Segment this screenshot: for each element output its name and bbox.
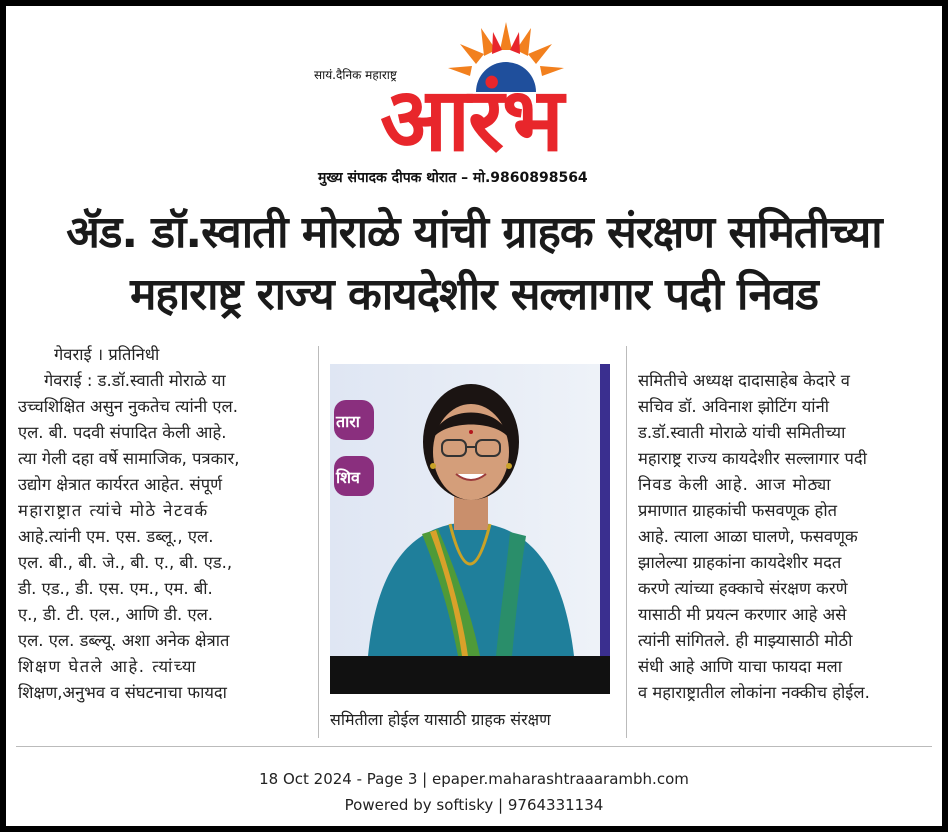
headline-line-1: ॲड. डॉ.स्वाती मोराळे यांची ग्राहक संरक्षण समितीच्या [66, 207, 882, 258]
text-line: उच्चशिक्षित असुन नुकतेच त्यांनी एल. [18, 397, 238, 416]
text-line: एल. एल. डब्ल्यू. अशा अनेक क्षेत्रात [18, 631, 230, 650]
headline-line-2: महाराष्ट्र राज्य कायदेशीर सल्लागार पदी निवड [130, 269, 818, 320]
text-line: शिक्षण,अनुभव व संघटनाचा फायदा [18, 683, 227, 702]
article-headline [6, 202, 942, 326]
text-line: एल. बी., बी. जे., बी. ए., बी. एड., [18, 553, 233, 572]
photo-caption: समितीला होईल यासाठी ग्राहक संरक्षण [330, 710, 551, 729]
text-line: एल. बी. पदवी संपादित केली आहे. [18, 423, 227, 442]
text-line: आहे.त्यांनी एम. एस. डब्लू., एल. [18, 527, 214, 546]
epaper-page [6, 6, 942, 826]
masthead-tagline: सायं.दैनिक महाराष्ट्र [314, 68, 397, 82]
text-line: व महाराष्ट्रातील लोकांना नक्कीच होईल. [638, 683, 870, 702]
editor-contact-line: मुख्य संपादक दीपक थोरात – मो.9860898564 [318, 170, 588, 186]
photo-badge: तारा [336, 412, 360, 431]
text-line: आहे. त्याला आळा घालणे, फसवणूक [638, 527, 858, 546]
text-line: महाराष्ट्रात त्यांचे मोठे नेटवर्क [18, 501, 209, 520]
footer-divider [16, 746, 932, 747]
text-line: निवड केली आहे. आज मोठ्या [638, 475, 832, 494]
column-divider [318, 346, 319, 738]
text-line: शिक्षण घेतले आहे. त्यांच्या [18, 657, 198, 676]
article-left-column [18, 342, 312, 706]
text-line: झालेल्या ग्राहकांना कायदेशीर मदत [638, 553, 842, 572]
text-line: ड.डॉ.स्वाती मोराळे यांची समितीच्या [638, 423, 846, 442]
text-line: ए., डी. टी. एल., आणि डी. एल. [18, 605, 214, 624]
text-line: समितीचे अध्यक्ष दादासाहेब केदारे व [638, 371, 850, 390]
footer-date-url: 18 Oct 2024 - Page 3 | epaper.maharashtraaarambh.com [259, 770, 689, 788]
portrait-illustration [330, 364, 610, 694]
text-line: प्रमाणात ग्राहकांची फसवणूक होत [638, 501, 838, 520]
text-line: सचिव डॉ. अविनाश झोटिंग यांनी [638, 397, 830, 416]
article-right-column [638, 368, 928, 706]
text-line: डी. एड., डी. एस. एम., एम. बी. [18, 579, 213, 598]
text-line: गेवराई : ड.डॉ.स्वाती मोराळे या [44, 371, 226, 390]
text-line: यासाठी मी प्रयत्न करणार आहे असे [638, 605, 847, 624]
text-line: संधी आहे आणि याचा फायदा मला [638, 657, 843, 676]
photo-badge: शिव [336, 468, 360, 487]
text-line: गेवराई । प्रतिनिधी [54, 345, 160, 364]
text-line: करणे त्यांच्या हक्काचे संरक्षण करणे [638, 579, 848, 598]
footer-credits: Powered by softisky | 9764331134 [344, 796, 604, 814]
portrait-photo [330, 364, 610, 694]
text-line: महाराष्ट्र राज्य कायदेशीर सल्लागार पदी [638, 449, 867, 468]
text-line: त्या गेली दहा वर्षे सामाजिक, पत्रकार, [18, 449, 240, 468]
column-divider [626, 346, 627, 738]
newspaper-brand-logo: आरंभ [380, 68, 562, 171]
text-line: त्यांनी सांगितले. ही माझ्यासाठी मोठी [638, 631, 853, 650]
text-line: उद्योग क्षेत्रात कार्यरत आहेत. संपूर्ण [18, 475, 222, 494]
